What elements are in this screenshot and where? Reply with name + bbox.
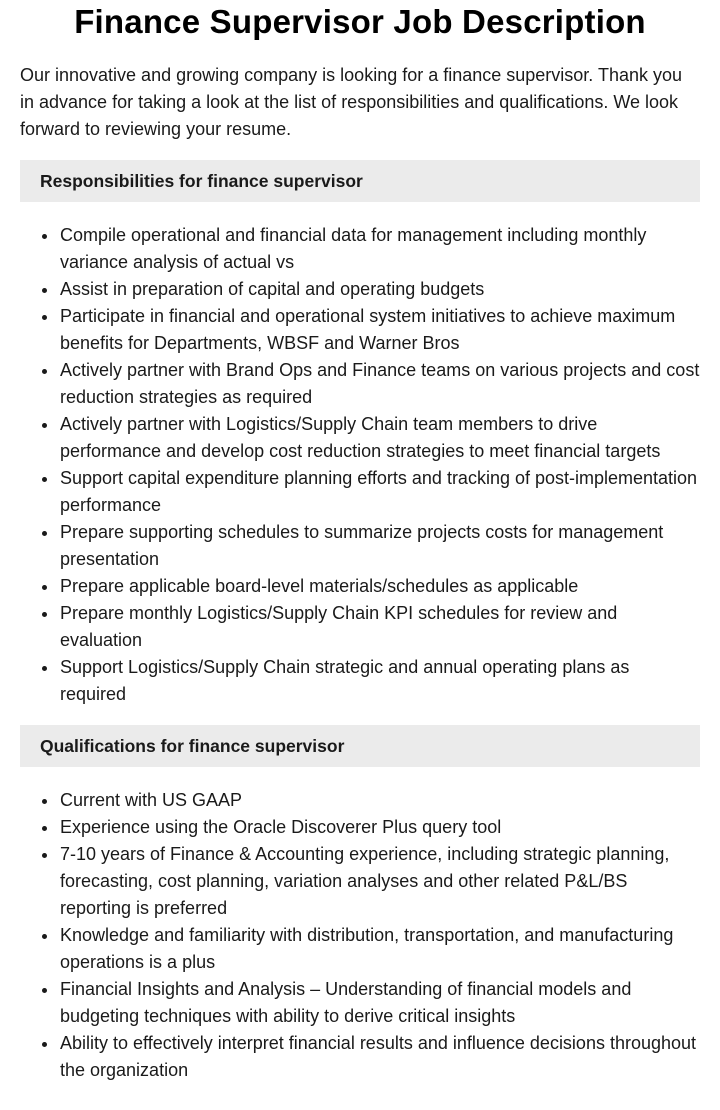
page-title: Finance Supervisor Job Description: [74, 3, 646, 40]
bullet-icon: [42, 988, 47, 993]
list-item: [60, 841, 700, 922]
list-item-text: Ability to effectively interpret financial results and influence decisions throughout the organization: [60, 1033, 697, 1080]
list-item: [60, 654, 700, 708]
bullet-icon: [42, 315, 47, 320]
list-item: [60, 1030, 700, 1084]
list-item-text: Assist in preparation of capital and operating budgets: [60, 279, 485, 299]
list-item: [60, 600, 700, 654]
bullet-icon: [42, 423, 47, 428]
list-item-text: Prepare monthly Logistics/Supply Chain KPI schedules for review and evaluation: [60, 603, 618, 650]
list-item: [60, 465, 700, 519]
list-item-text: 7-10 years of Finance & Accounting experience, including strategic planning, forecasting, cost planning, variation analyses and other related P&L/BS reporting is preferred: [60, 844, 670, 918]
list-item-text: Current with US GAAP: [60, 790, 243, 810]
bullet-icon: [42, 799, 47, 804]
bullet-icon: [42, 666, 47, 671]
list-item: [60, 303, 700, 357]
qualifications-list: [20, 787, 700, 1084]
list-item: [60, 573, 700, 600]
list-item: [60, 519, 700, 573]
list-item: [60, 976, 700, 1030]
bullet-icon: [42, 288, 47, 293]
bullet-icon: [42, 234, 47, 239]
list-item: [60, 357, 700, 411]
list-item-text: Compile operational and financial data for management including monthly variance analysis of actual vs: [60, 225, 647, 272]
bullet-icon: [42, 853, 47, 858]
bullet-icon: [42, 612, 47, 617]
list-item-text: Experience using the Oracle Discoverer Plus query tool: [60, 817, 502, 837]
list-item-text: Knowledge and familiarity with distribution, transportation, and manufacturing operations is a plus: [60, 925, 674, 972]
list-item-text: Prepare supporting schedules to summarize projects costs for management presentation: [60, 522, 664, 569]
bullet-icon: [42, 531, 47, 536]
list-item-text: Actively partner with Brand Ops and Finance teams on various projects and cost reduction strategies as required: [60, 360, 700, 407]
list-item-text: Prepare applicable board-level materials/schedules as applicable: [60, 576, 579, 596]
qualifications-heading: Qualifications for finance supervisor: [20, 725, 700, 767]
list-item: [60, 222, 700, 276]
intro-paragraph: Our innovative and growing company is looking for a finance supervisor. Thank you in advance for taking a look at the list of responsibilities and qualifications. We look forward to reviewing your resume.: [20, 65, 683, 139]
list-item-text: Actively partner with Logistics/Supply Chain team members to drive performance and develop cost reduction strategies to meet financial targets: [60, 414, 661, 461]
list-item-text: Financial Insights and Analysis – Understanding of financial models and budgeting techniques with ability to derive critical insights: [60, 979, 632, 1026]
bullet-icon: [42, 1042, 47, 1047]
list-item: [60, 814, 700, 841]
responsibilities-heading: Responsibilities for finance supervisor: [20, 160, 700, 202]
responsibilities-list: [20, 222, 700, 708]
bullet-icon: [42, 826, 47, 831]
bullet-icon: [42, 477, 47, 482]
list-item-text: Support Logistics/Supply Chain strategic and annual operating plans as required: [60, 657, 630, 704]
bullet-icon: [42, 934, 47, 939]
list-item: [60, 922, 700, 976]
bullet-icon: [42, 369, 47, 374]
list-item: [60, 411, 700, 465]
list-item-text: Participate in financial and operational system initiatives to achieve maximum benefits for Departments, WBSF and Warner Bros: [60, 306, 676, 353]
list-item: [60, 787, 700, 814]
bullet-icon: [42, 585, 47, 590]
list-item: [60, 276, 700, 303]
list-item-text: Support capital expenditure planning efforts and tracking of post-implementation performance: [60, 468, 698, 515]
